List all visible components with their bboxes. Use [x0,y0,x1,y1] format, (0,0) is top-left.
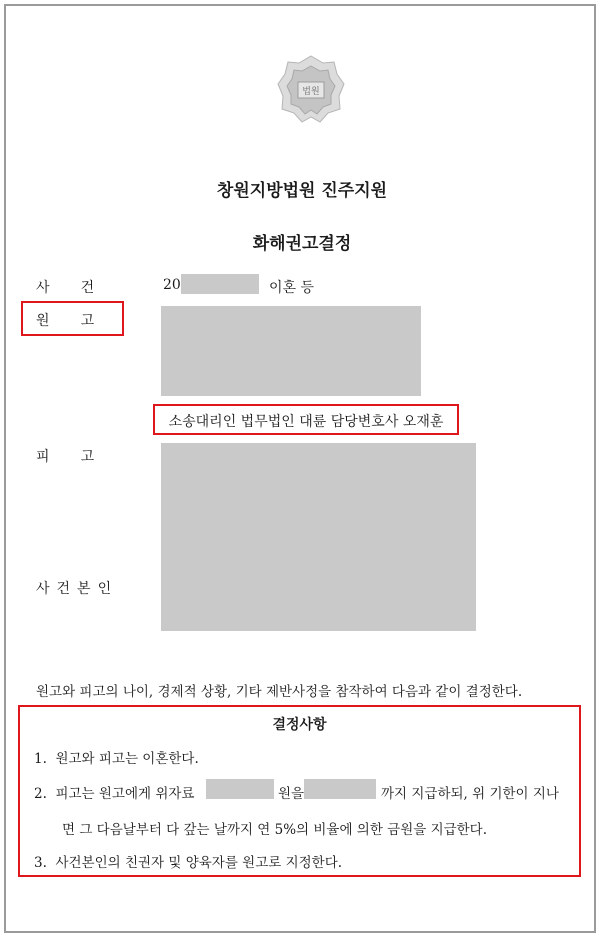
plaintiff-redaction [161,306,421,396]
decision-item-2-mid: 원을 [278,786,305,802]
principal-label: 사건본인 [36,581,119,597]
compensation-amount-redaction [206,779,274,799]
decision-item-2-line2: 면 그 다음날부터 다 갚는 날까지 연 5%의 비율에 의한 금원을 지급한다. [62,822,488,838]
payment-date-redaction [304,779,376,799]
plaintiff-label: 원 고 [36,313,95,329]
emblem-text: 법원 [302,87,320,97]
case-number-prefix: 20 [163,277,181,293]
decision-item-1: 1. 원고와 피고는 이혼한다. [34,751,199,767]
plaintiff-representative: 소송대리인 법무법인 대륜 담당변호사 오재훈 [168,414,444,430]
decision-item-3: 3. 사건본인의 친권자 및 양육자를 원고로 지정한다. [34,855,343,871]
decision-item-2-prefix: 2. 피고는 원고에게 위자료 [34,786,195,802]
defendant-label: 피 고 [36,449,95,465]
case-name: 이혼 등 [269,280,315,296]
case-number-redaction [181,274,259,294]
intro-text: 원고와 피고의 나이, 경제적 상황, 기타 제반사정을 참작하여 다음과 같이 결정한다. [36,684,523,700]
document-page [4,4,596,933]
court-name: 창원지방법원 진주지원 [216,181,388,201]
case-label: 사 건 [36,280,95,296]
decision-item-2-suffix: 까지 지급하되, 위 기한이 지나 [381,786,559,802]
document-title: 화해권고결정 [252,234,352,254]
decision-heading: 결정사항 [272,717,327,733]
defendant-principal-redaction [161,443,476,631]
court-emblem-icon [276,54,346,124]
